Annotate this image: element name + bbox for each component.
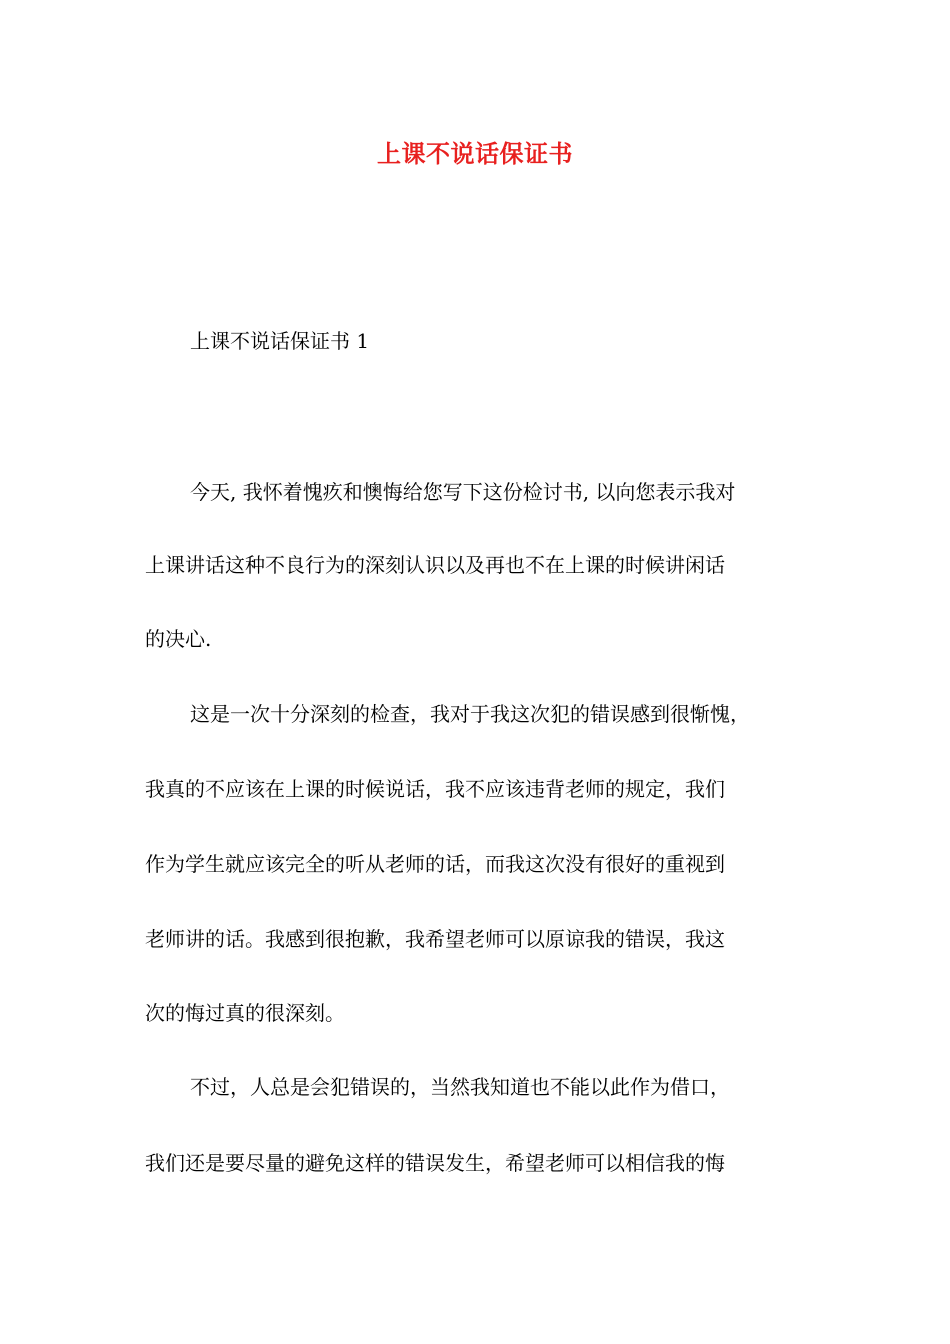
- paragraph-2-line-1: 这是一次十分深刻的检查，我对于我这次犯的错误感到很惭愧，: [190, 702, 750, 726]
- paragraph-2-line-2: 我真的不应该在上课的时候说话，我不应该违背老师的规定，我们: [145, 777, 725, 801]
- paragraph-3-line-2: 我们还是要尽量的避免这样的错误发生，希望老师可以相信我的悔: [145, 1151, 725, 1175]
- paragraph-1-line-2: 上课讲话这种不良行为的深刻认识以及再也不在上课的时候讲闲话: [145, 553, 725, 577]
- paragraph-1-line-1: 今天, 我怀着愧疚和懊悔给您写下这份检讨书, 以向您表示我对: [190, 480, 736, 504]
- paragraph-2-line-4: 老师讲的话。我感到很抱歉，我希望老师可以原谅我的错误，我这: [145, 927, 725, 951]
- paragraph-2-line-3: 作为学生就应该完全的听从老师的话，而我这次没有很好的重视到: [145, 852, 725, 876]
- paragraph-3-line-1: 不过，人总是会犯错误的，当然我知道也不能以此作为借口，: [190, 1075, 730, 1099]
- document-title: 上课不说话保证书: [377, 139, 573, 168]
- paragraph-1-line-3: 的决心.: [145, 627, 212, 651]
- paragraph-2-line-5: 次的悔过真的很深刻。: [145, 1001, 345, 1025]
- section-heading: 上课不说话保证书 1: [190, 329, 370, 353]
